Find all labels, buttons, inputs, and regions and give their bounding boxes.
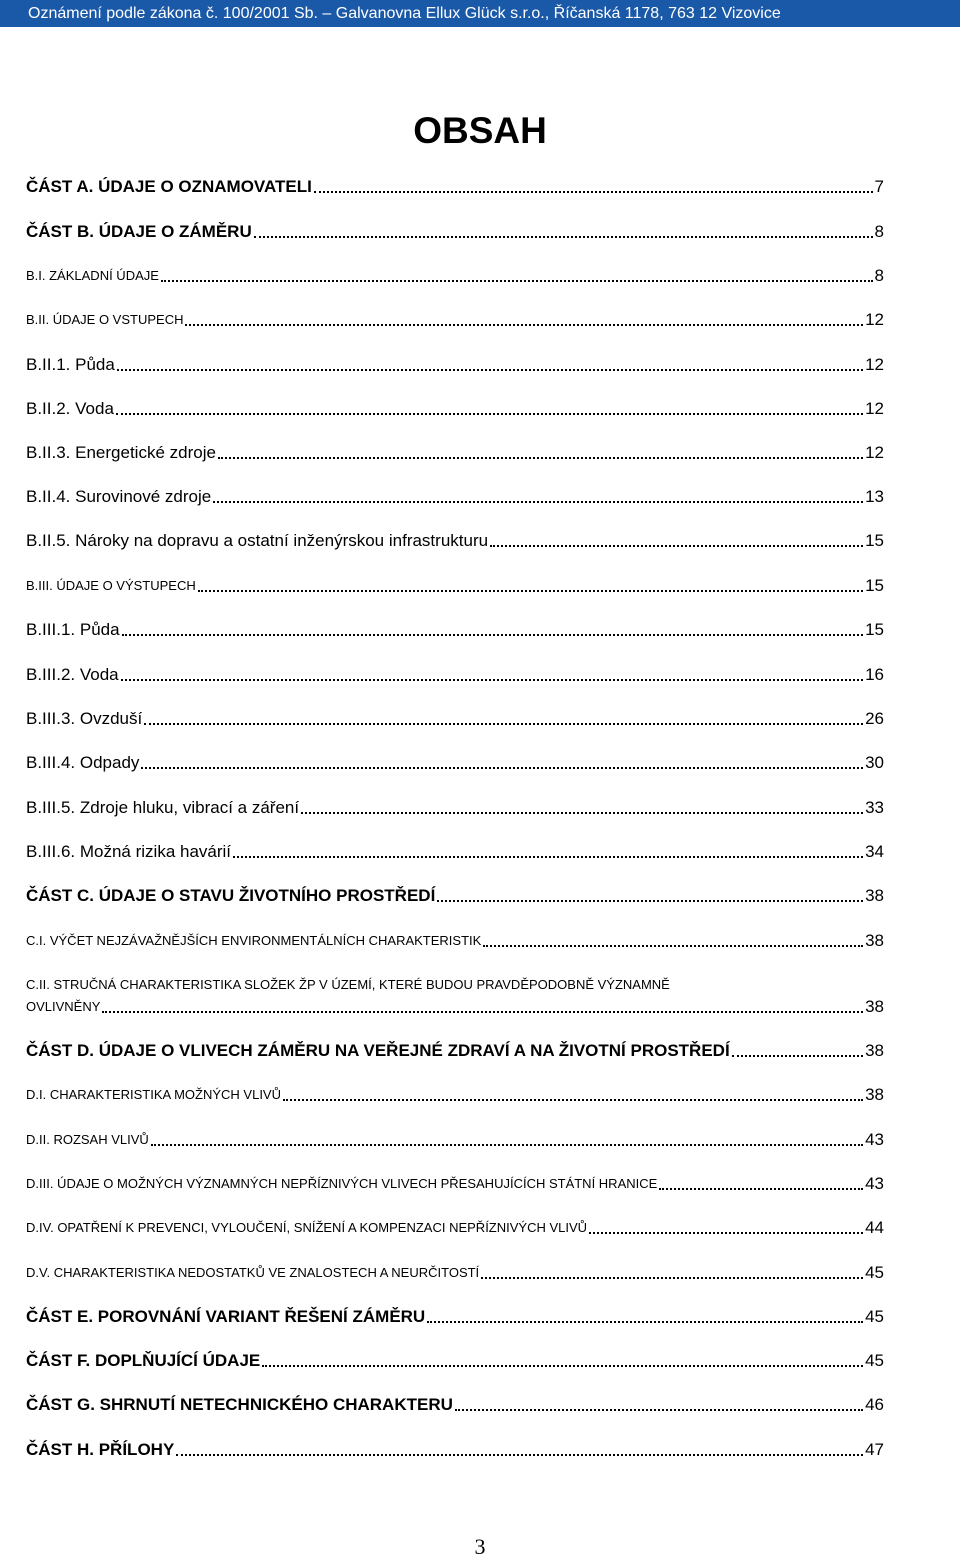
toc-entry-label: B.III.4. Odpady xyxy=(26,753,140,772)
toc-entry-label: B.III.3. Ovzduší xyxy=(26,709,143,728)
toc-leader-dots xyxy=(589,1232,863,1234)
toc-leader-dots xyxy=(283,1099,863,1101)
toc-leader-dots xyxy=(427,1321,863,1323)
toc-entry-page: 33 xyxy=(865,798,884,817)
toc-entry-page: 38 xyxy=(865,1085,884,1104)
toc-leader-dots xyxy=(233,856,863,858)
toc-leader-dots xyxy=(141,767,863,769)
toc-entry[interactable] xyxy=(26,575,884,597)
toc-entry-page: 7 xyxy=(874,177,884,196)
toc-entry-label: D.II. ROZSAH VLIVŮ xyxy=(26,1132,149,1147)
toc-entry[interactable] xyxy=(26,974,884,1018)
toc-entry-label: ČÁST B. ÚDAJE O ZÁMĚRU xyxy=(26,222,252,241)
toc-entry-page: 13 xyxy=(865,487,884,506)
toc-entry[interactable] xyxy=(26,265,884,287)
toc-entry-label: ČÁST H. PŘÍLOHY xyxy=(26,1440,175,1459)
toc-entry-label: ČÁST F. DOPLŇUJÍCÍ ÚDAJE xyxy=(26,1351,261,1370)
page-title: OBSAH xyxy=(413,110,547,151)
toc-entry[interactable] xyxy=(26,442,884,464)
toc-entry[interactable] xyxy=(26,885,884,907)
toc-entry[interactable] xyxy=(26,1129,884,1151)
toc-entry-page: 8 xyxy=(874,222,884,241)
toc-entry-label: D.I. CHARAKTERISTIKA MOŽNÝCH VLIVŮ xyxy=(26,1087,281,1102)
toc-leader-dots xyxy=(483,945,863,947)
page-number: 3 xyxy=(474,1534,486,1559)
toc-entry-page: 16 xyxy=(865,665,884,684)
toc-entry-page: 38 xyxy=(865,1041,884,1060)
toc-entry-label: OVLIVNĚNY xyxy=(26,999,101,1014)
toc-entry[interactable] xyxy=(26,1350,884,1372)
toc-entry-page: 43 xyxy=(865,1174,884,1193)
toc-entry[interactable] xyxy=(26,752,884,774)
toc-entry-label: B.II.3. Energetické zdroje xyxy=(26,443,216,462)
toc-leader-dots xyxy=(121,679,863,681)
toc-entry-label: D.III. ÚDAJE O MOŽNÝCH VÝZNAMNÝCH NEPŘÍZNIVÝCH VLIVECH PŘESAHUJÍCÍCH STÁTNÍ HRANICE xyxy=(26,1176,658,1191)
toc-leader-dots xyxy=(659,1188,863,1190)
toc-leader-dots xyxy=(732,1055,863,1057)
toc-entry-page: 38 xyxy=(865,997,884,1016)
toc-entry-page: 45 xyxy=(865,1263,884,1282)
toc-entry[interactable] xyxy=(26,221,884,243)
toc-entry-page: 45 xyxy=(865,1307,884,1326)
toc-leader-dots xyxy=(262,1365,863,1367)
toc-entry-page: 15 xyxy=(865,620,884,639)
toc-entry-page: 34 xyxy=(865,842,884,861)
toc-entry-label: ČÁST A. ÚDAJE O OZNAMOVATELI xyxy=(26,177,312,196)
header-text: Oznámení podle zákona č. 100/2001 Sb. – Galvanovna Ellux Glück s.r.o., Říčanská 1178, 763 12 Vizovice xyxy=(28,4,781,22)
toc-entry-label: B.III.1. Půda xyxy=(26,620,120,639)
toc-entry-label: B.III.5. Zdroje hluku, vibrací a záření xyxy=(26,798,300,817)
toc-entry-page: 12 xyxy=(865,443,884,462)
toc-entry-label: ČÁST E. POROVNÁNÍ VARIANT ŘEŠENÍ ZÁMĚRU xyxy=(26,1307,426,1326)
toc-entry-label: D.IV. OPATŘENÍ K PREVENCI, VYLOUČENÍ, SNÍŽENÍ A KOMPENZACI NEPŘÍZNIVÝCH VLIVŮ xyxy=(26,1220,588,1235)
toc-leader-dots xyxy=(151,1144,863,1146)
toc-entry[interactable] xyxy=(26,1394,884,1416)
toc-entry-page: 26 xyxy=(865,709,884,728)
toc-entry-page: 38 xyxy=(865,886,884,905)
toc-entry-label: B.III.6. Možná rizika havárií xyxy=(26,842,232,861)
toc-leader-dots xyxy=(213,501,863,503)
toc-entry-label: B.II.5. Nároky na dopravu a ostatní inženýrskou infrastrukturu xyxy=(26,531,489,550)
toc-entry-page: 45 xyxy=(865,1351,884,1370)
toc-entry-page: 12 xyxy=(865,310,884,329)
toc-entry-page: 44 xyxy=(865,1218,884,1237)
toc-entry[interactable] xyxy=(26,797,884,819)
toc-entry-page: 30 xyxy=(865,753,884,772)
toc-entry[interactable] xyxy=(26,708,884,730)
toc-entry-page: 46 xyxy=(865,1395,884,1414)
toc-entry[interactable] xyxy=(26,309,884,331)
toc-entry[interactable] xyxy=(26,398,884,420)
toc-entry[interactable] xyxy=(26,1306,884,1328)
toc-entry-label: B.I. ZÁKLADNÍ ÚDAJE xyxy=(26,268,159,283)
toc-leader-dots xyxy=(176,1454,863,1456)
toc-entry-label: D.V. CHARAKTERISTIKA NEDOSTATKŮ VE ZNALOSTECH A NEURČITOSTÍ xyxy=(26,1265,480,1280)
toc-leader-dots xyxy=(116,413,863,415)
toc-entry[interactable] xyxy=(26,1439,884,1461)
toc-entry-label: B.II. ÚDAJE O VSTUPECH xyxy=(26,312,184,327)
toc-entry[interactable] xyxy=(26,1262,884,1284)
toc-entry[interactable] xyxy=(26,1173,884,1195)
toc-entry-label: C.I. VÝČET NEJZÁVAŽNĚJŠÍCH ENVIRONMENTÁLNÍCH CHARAKTERISTIK xyxy=(26,933,482,948)
toc-leader-dots xyxy=(490,545,863,547)
toc-leader-dots xyxy=(218,457,863,459)
toc-entry-page: 38 xyxy=(865,931,884,950)
toc-entry-label: ČÁST G. SHRNUTÍ NETECHNICKÉHO CHARAKTERU xyxy=(26,1395,453,1414)
toc-entry-page: 47 xyxy=(865,1440,884,1459)
toc-leader-dots xyxy=(437,900,863,902)
toc-entry-page: 8 xyxy=(874,266,884,285)
toc-entry-label: B.II.4. Surovinové zdroje xyxy=(26,487,212,506)
toc-entry-label: B.II.1. Půda xyxy=(26,355,115,374)
toc-leader-dots xyxy=(117,369,863,371)
toc-entry-page: 43 xyxy=(865,1130,884,1149)
toc-entry-page: 15 xyxy=(865,576,884,595)
toc-leader-dots xyxy=(161,280,873,282)
toc-leader-dots xyxy=(198,590,863,592)
toc-entry[interactable] xyxy=(26,1084,884,1106)
toc-leader-dots xyxy=(314,191,873,193)
toc-entry[interactable] xyxy=(26,619,884,641)
toc-entry[interactable] xyxy=(26,486,884,508)
toc-leader-dots xyxy=(254,236,873,238)
toc-entry[interactable] xyxy=(26,930,884,952)
toc-entry-page: 12 xyxy=(865,399,884,418)
toc-entry[interactable] xyxy=(26,176,884,198)
toc-entry-label: B.III.2. Voda xyxy=(26,665,119,684)
toc-leader-dots xyxy=(301,812,863,814)
toc-leader-dots xyxy=(481,1277,863,1279)
toc-entry[interactable] xyxy=(26,530,884,552)
toc-entry-page: 15 xyxy=(865,531,884,550)
toc-entry-label: ČÁST C. ÚDAJE O STAVU ŽIVOTNÍHO PROSTŘEDÍ xyxy=(26,886,436,905)
toc-leader-dots xyxy=(144,723,863,725)
toc-entry[interactable] xyxy=(26,1217,884,1239)
toc-leader-dots xyxy=(122,634,864,636)
toc-entry[interactable] xyxy=(26,841,884,863)
toc-entry[interactable] xyxy=(26,664,884,686)
toc-entry[interactable] xyxy=(26,1040,884,1062)
toc-entry-page: 12 xyxy=(865,355,884,374)
toc-leader-dots xyxy=(102,1011,863,1013)
toc-leader-dots xyxy=(455,1409,863,1411)
toc-entry-label: B.III. ÚDAJE O VÝSTUPECH xyxy=(26,578,196,593)
toc-entry[interactable] xyxy=(26,354,884,376)
toc-leader-dots xyxy=(185,324,863,326)
toc-entry-label: ČÁST D. ÚDAJE O VLIVECH ZÁMĚRU NA VEŘEJNÉ ZDRAVÍ A NA ŽIVOTNÍ PROSTŘEDÍ xyxy=(26,1041,730,1060)
toc-entry-label-line1: C.II. STRUČNÁ CHARAKTERISTIKA SLOŽEK ŽP V ÚZEMÍ, KTERÉ BUDOU PRAVDĚPODOBNĚ VÝZNAMNĚ xyxy=(26,977,670,992)
toc-entry-label: B.II.2. Voda xyxy=(26,399,114,418)
